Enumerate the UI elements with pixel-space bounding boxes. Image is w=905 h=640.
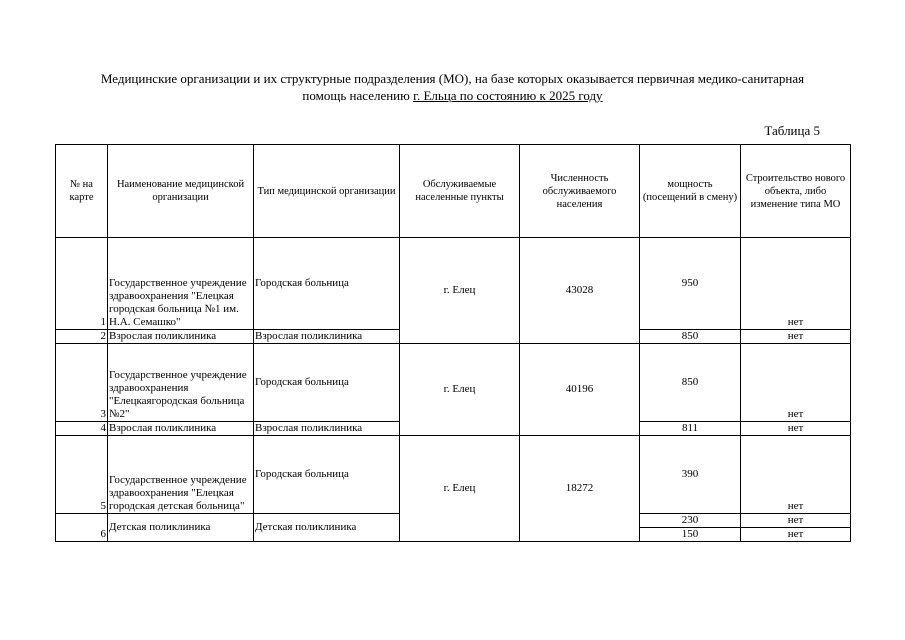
- table-label: Таблица 5: [764, 123, 820, 138]
- row-capacity: 850: [640, 330, 741, 344]
- row-construction: нет: [741, 330, 851, 344]
- header-num: № на карте: [56, 145, 108, 238]
- row-population: 40196: [520, 344, 640, 436]
- row-type: Взрослая поликлиника: [254, 422, 400, 436]
- row-num: 6: [56, 514, 108, 542]
- row-construction: нет: [741, 436, 851, 514]
- row-capacity: 230: [640, 514, 741, 528]
- document-title: [40, 70, 865, 104]
- header-population: Численность обслуживаемого населения: [520, 145, 640, 238]
- row-num: 2: [56, 330, 108, 344]
- title-line-2: [40, 87, 865, 104]
- row-capacity: 390: [640, 436, 741, 514]
- row-place: г. Елец: [400, 436, 520, 542]
- row-place: г. Елец: [400, 344, 520, 436]
- title-line-1: Медицинские организации и их структурные подразделения (МО), на базе которых оказывается первичная медико-санитарная: [100, 71, 805, 86]
- row-name: Взрослая поликлиника: [108, 422, 254, 436]
- row-type: Городская больница: [254, 238, 400, 330]
- row-name: Государственное учреждение здравоохранения "Елецкаягородская больница №2": [108, 344, 254, 422]
- row-population: 43028: [520, 238, 640, 344]
- row-capacity: 150: [640, 528, 741, 542]
- organizations-table: [55, 144, 851, 542]
- row-num: 3: [56, 344, 108, 422]
- header-row: [56, 145, 851, 238]
- row-name: Государственное учреждение здравоохранения "Елецкая городская детская больница": [108, 436, 254, 514]
- title-line-2-underlined: г. Ельца по состоянию к 2025 году: [413, 88, 603, 103]
- row-construction: нет: [741, 514, 851, 528]
- row-construction: нет: [741, 528, 851, 542]
- row-num: 4: [56, 422, 108, 436]
- row-construction: нет: [741, 422, 851, 436]
- row-name: Взрослая поликлиника: [108, 330, 254, 344]
- row-type: Детская поликлиника: [254, 514, 400, 542]
- header-construction: Строительство нового объекта, либо изменение типа МО: [741, 145, 851, 238]
- row-name: Государственное учреждение здравоохранения "Елецкая городская больница №1 им. Н.А. Семашко": [108, 238, 254, 330]
- header-type: Тип медицинской организации: [254, 145, 400, 238]
- row-population: 18272: [520, 436, 640, 542]
- header-places: Обслуживаемые населенные пункты: [400, 145, 520, 238]
- row-construction: нет: [741, 238, 851, 330]
- table-row: [56, 238, 851, 330]
- row-capacity: 850: [640, 344, 741, 422]
- header-name: Наименование медицинской организации: [108, 145, 254, 238]
- row-capacity: 950: [640, 238, 741, 330]
- row-construction: нет: [741, 344, 851, 422]
- row-type: Городская больница: [254, 344, 400, 422]
- table-row: [56, 344, 851, 422]
- table-row: [56, 436, 851, 514]
- title-line-2-plain: помощь населению: [302, 88, 414, 103]
- row-type: Взрослая поликлиника: [254, 330, 400, 344]
- row-name: Детская поликлиника: [108, 514, 254, 542]
- row-capacity: 811: [640, 422, 741, 436]
- row-num: 1: [56, 238, 108, 330]
- row-place: г. Елец: [400, 238, 520, 344]
- row-num: 5: [56, 436, 108, 514]
- row-type: Городская больница: [254, 436, 400, 514]
- header-capacity: мощность (посещений в смену): [640, 145, 741, 238]
